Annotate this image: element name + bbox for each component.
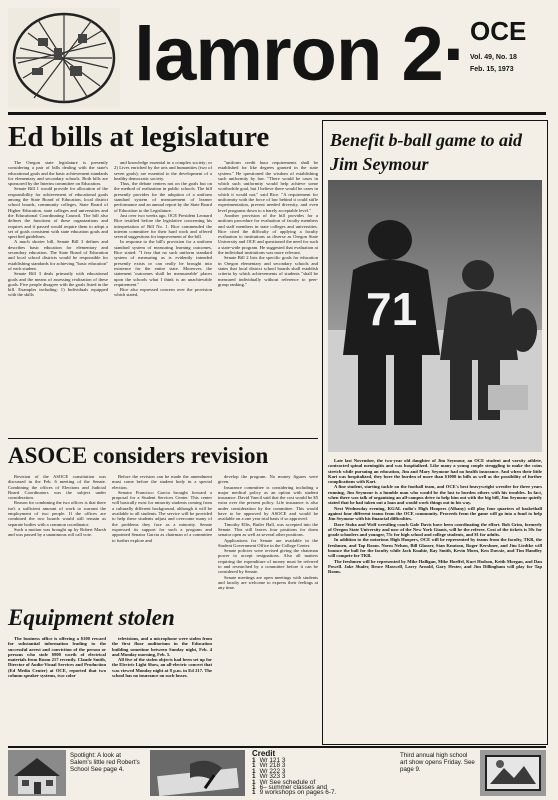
- credit-list: [252, 758, 342, 796]
- asoce-column-2: [112, 474, 212, 604]
- ed-bills-column-2: [114, 160, 212, 435]
- spotlight-photo: [8, 750, 66, 796]
- paragraph: A much shorter bill, Senate Bill 3 defines and describes basic education for elementary and secondary education. The State Board of Education and local school districts would be responsible for establishing standards for achieving "basic education" of each student.: [8, 239, 108, 271]
- credit-number: 1: [252, 784, 256, 792]
- credit-course: 6– summer classes and: [259, 784, 328, 792]
- credit-course: Wr 218 3: [259, 762, 286, 770]
- paragraph: and knowledge essential in a complex society; or 2) Lives enriched by the arts and humanities (two of seven goals); are essential to the development of a healthy democratic society.: [114, 160, 212, 181]
- artwork-icon: [480, 750, 546, 796]
- paragraph: Senate Bill 3 deals primarily with educational goals and the means of assessing realization of these goals. Five people disagree with the goals listed in the bill. Examples including: 1) Individuals equipped with the skills: [8, 271, 108, 298]
- spotlight-teaser[interactable]: Spotlight: A look at Salem's little red Robert's School See page 4.: [70, 752, 140, 774]
- paragraph: Rice also expressed concern over the provision which stated,: [114, 287, 212, 298]
- paragraph: Such a motion was brought up by Robert Marsh and was passed by a unanimous roll call vote.: [8, 526, 106, 538]
- paragraph: A fine student, starting tackle on the football team, and OCE's best heavyweight wrestler for three years running, Jim Seymour is a humble man who would be the last to burden others with his troubles. In fact, when there was talk of organizing an all-campus drive to help him out with the big bill, Jim Seymour quietly stated that he had taken out a loan and would work things out in his way.: [328, 484, 542, 506]
- football-players-icon: [328, 180, 542, 452]
- jersey-number: 71: [366, 283, 418, 335]
- paragraph: Just over two weeks ago, OCE President Leonard Rice testified before the legislative concerning his interpretation of Bill No. 1. Rice commended the interim committee for their hard work and offered several suggestions for improvement of the bill.: [114, 212, 212, 240]
- bottom-rule: [8, 746, 546, 748]
- masthead: [0, 0, 558, 112]
- equipment-column-2: [112, 636, 212, 744]
- asoce-column-1: [8, 474, 106, 604]
- credit-course: Wr 121 3: [259, 757, 286, 764]
- credit-course: Wr 323 3: [259, 773, 286, 781]
- ed-bills-headline: Ed bills at legislature: [8, 121, 270, 153]
- newspaper-title: lamron 2·: [134, 12, 468, 97]
- paragraph: Senator Francisco Garcia brought forward a proposal for a Student Services Center. This center will basically exist for minority students coming from a culturally different background, although it will be available to all students. The service will be provided to help these students adjust and overcome many of the problems they face as a minority. Senate expressed its support for such a program and appointed Senator Garcia as chairman of a committee to further explore and: [112, 489, 212, 543]
- masthead-rule: [8, 112, 546, 115]
- issue-date: Feb. 15, 1973: [470, 66, 514, 73]
- credit-title: Credit: [252, 749, 276, 758]
- writing-hand-icon: [150, 750, 245, 796]
- paragraph: The freshmen will be represented by Mike Halligan, Mike Hoeffel, Kurt Hodson, Keith Morgan, and Dan Powell. Jake Shafer, Bruce Maxwell, Larry Arnold, Gary Hester, and Jim Dillingham will play for Tap Room.: [328, 558, 542, 575]
- credit-list-item: [252, 790, 342, 795]
- schoolhouse-icon: [8, 750, 66, 796]
- equipment-column-1: [8, 636, 106, 744]
- credit-photo: [150, 750, 245, 796]
- paragraph: Another provision of the bill provides for a uniform procedure for evaluation of faculty members and staff members in state colleges and universities. Rice cited the difficulty of applying a faculty evaluation to institutions as diverse as Oregon State University and OCE and questioned the need for such a state-wide program. He suggested that evaluation at the individual institutions was more relevant.: [218, 212, 318, 256]
- credit-number: 1: [252, 757, 256, 764]
- asoce-column-3: [218, 474, 318, 744]
- paragraph: In response to the bill's provision for a uniform standard system of measuring learning outcomes, Rice stated: "I fear that no such uniform standard system of measuring as is evidently intended presently exists or can really be brought into existence for the entire state. Moreover, the statement 'outcomes shall be measureable' places upon the schools what I think is an unachievable requirement.": [114, 239, 212, 287]
- asoce-headline: ASOCE considers revision: [8, 443, 269, 468]
- credit-course: Wr See schedule of: [259, 778, 316, 786]
- paragraph: televisions, and a microphone were stolen from the first floor auditorium in the Education building sometime between Sunday night, Feb. 4 and Monday morning, Feb. 5.: [112, 636, 212, 657]
- paragraph: develop the program. No money figures were given.: [218, 474, 318, 485]
- paragraph: Reason for combining the two offices is that there isn't a sufficient amount of work to warrant the employment of two people. If the offices are combined the two boards would still remain as separate bodies with a common coordinator.: [8, 500, 106, 527]
- art-show-photo: [480, 750, 546, 796]
- equipment-headline: Equipment stolen: [8, 605, 175, 630]
- school-name: OCE: [470, 16, 527, 46]
- paragraph: Before the revision can be made the amendment must come before the student body in a special election.: [112, 474, 212, 490]
- paragraph: Revision of the ASOCE constitution was discussed in the Feb. 6 meeting of the Senate. Combining the offices of Elections and Judicial Board Coordinators was the subject under consideration.: [8, 474, 106, 501]
- credit-number: 1: [252, 789, 256, 797]
- credit-course: Wr 222 3: [259, 767, 286, 775]
- credit-number: 1: [252, 762, 256, 770]
- paragraph: Timothy Ellis, Butler Hall, was accepted into the Senate. This still leaves four positions for dorm senator open as well as several other positions.: [218, 521, 318, 538]
- credit-course: 9 workshops on pages 6-7.: [259, 789, 337, 797]
- paragraph: All five of the stolen objects had been set up for the Electric Light Show, an all-electric concert that was viewed Monday night at 8 p.m. in Ed 217. The school has no insurance on such losses.: [112, 657, 212, 679]
- revision-rule: [8, 438, 318, 439]
- paragraph: "uniform credit hour requirements shall be established for like degrees granted in the state system." He questioned the wisdom of establishing such uniformity by law. "There would be cases in which such uniformity would help achieve some worthwhile goal, but I believe there would be cases in which it would not," said Rice. "A requirement for uniformity with the force of law behind it could stifle experimentation, prevent needed diversity, and even level programs down to a barely acceptable level.": [218, 160, 318, 213]
- paragraph: Senate policies were revised giving the chairman power to accept resignations. Also all matters requiring the expenditure of money must be referred to and researched by a committee before it can be considered by Senate.: [218, 548, 318, 575]
- paragraph: Applications for Senate are available in the Student Government Office in the College Center.: [218, 537, 318, 548]
- volume-number: Vol. 49, No. 18: [470, 54, 517, 61]
- paragraph: Thus, the debate centers not on the goals but on the method of realization in public schools. The bill presently provides for the adoption of a uniform standard system of measurement of learner performance and an annual report by the State Board of Education to the Legislature.: [114, 181, 212, 213]
- paragraph: Senate meetings are open meetings with students and faculty are welcome to express their feelings at any time.: [218, 574, 318, 591]
- football-photo: [328, 180, 542, 452]
- credit-number: 1: [252, 767, 256, 775]
- benefit-game-body: [328, 458, 542, 740]
- paragraph: The business office is offering a $100 reward for substantial information leading to the successful arrest and conviction of the person or persons who stole $800 worth of electrical materials from Room 217 recently. Claude Smith, Director of Audio-Visual Services and Production (Ed Media Center) at OCE, reported that two column speaker systems, two color: [8, 636, 106, 679]
- paragraph: In addition to the notorious High Hoopers, OCE will be represented by teams from the faculty, TKB, the freshmen, and Tap Room. Norm Nelson, Bill Glasser, Stan Knutson, Roger Kershner, and Jim Liedtke will bounce the ball for the faculty while Jack Kuahie, Ray Smith, Kevin Moen, Ken Dawsie, and Tim Handley will compete for TKB.: [328, 537, 542, 559]
- ed-bills-column-3: [218, 160, 318, 435]
- paragraph: Senate Bill 1 would provide for allocation of the responsibility for achievement of educational goals among the State Board of Education, local district school boards, community colleges, State Board of Higher Education, state colleges and universities and the Educational Coordinating Council. The bill also defines the functions of these organizations and requires and if passed would require them to adopt a set of goals consistent with state education goals and specified guidelines.: [8, 186, 108, 240]
- paragraph: Late last November, the two-year old daughter of Jim Seymour, an OCE student and varsity athlete, contracted spinal meningitis and was hospitalized. Like many a young couple struggling to make the coins stretch while pursuing an education, Jim and Mary Seymour had no health insurance. And when their little Kari was hospitalized, they bore the burden of more than $1000 in bills as well as the possibility of further complications with Kari.: [328, 458, 542, 485]
- paragraph: Senate Bill 2 lists the specific goals for education in Oregon elementary and secondary schools and states that local district school boards shall establish criteria by which achievements of students "shall be measured individually without reference to peer-group ranking.": [218, 255, 318, 287]
- paragraph: Next Wednesday evening, KGAL radio's High Hoopers (Albany) will play four quarters of basketball against four different teams from the OCE community. Proceeds from the game will go into a fund to help Jim Seymour with his financial difficulties.: [328, 505, 542, 522]
- paragraph: Dave Stoba and Wolf wrestling coach Gale Davis have been coordinating the effort. Bob Grim, formerly of Oregon State University and now of the New York Giants, will be the referee. Cost of the tickets is 50c for grade schoolers and younger, 75c for high school and college students, and $1 for adults.: [328, 521, 542, 538]
- paragraph: The Oregon state legislature is presently considering a pair of bills dealing with the state's educational goals and the basic achievement standards for elementary and secondary schools. Both bills are sponsored by the Interim committee on Education.: [8, 160, 108, 187]
- credit-number: 1: [252, 773, 256, 781]
- art-show-teaser[interactable]: Third annual high school art show opens Friday. See page 9.: [400, 752, 475, 774]
- credit-number: 1: [252, 778, 256, 786]
- masthead-logo-icon: [8, 8, 120, 108]
- ed-bills-column-1: [8, 160, 108, 435]
- benefit-game-headline: Benefit b-ball game to aid Jim Seymour: [330, 130, 522, 174]
- paragraph: Insurance committee is considering including a major medical policy as an option with student insurance. David Vancil said that the cost would be $5 extra over the present policy. Life insurance is also under consideration by the committee. This would have to be approved by ASOCE and would be available on a one year trial basis if so approved.: [218, 484, 318, 522]
